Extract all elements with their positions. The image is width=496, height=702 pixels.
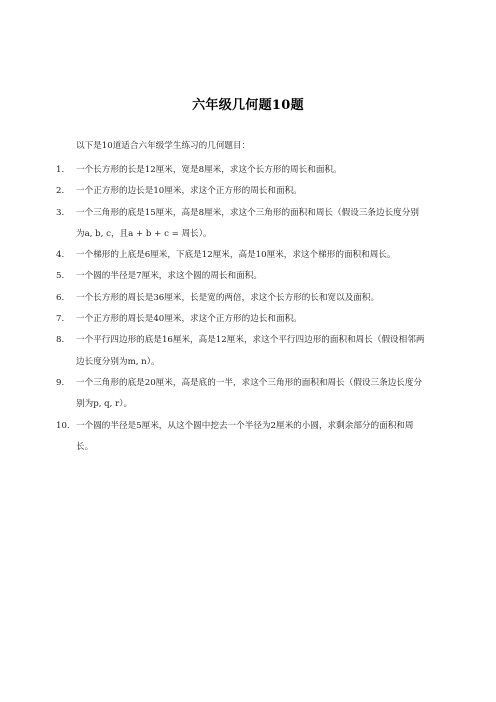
list-item [56,330,426,373]
page-title: 六年级几何题10题 [192,98,304,113]
item-text: 一个正方形的边长是10厘米，求这个正方形的周长和面积。 [76,186,302,197]
item-number: 6. [56,292,65,303]
item-text: 一个三角形的底是20厘米，高是底的一半，求这个三角形的面积和周长（假设三条边长度分别为p, q, r）。 [76,377,423,410]
list-item [56,309,426,330]
item-number: 1. [56,165,65,175]
item-text: 一个三角形的底是15厘米，高是8厘米，求这个三角形的面积和周长（假设三条边长度分别为a, b, c，且a + b + c = 周长）。 [76,207,419,239]
item-number: 7. [56,314,65,325]
list-item [56,288,426,309]
item-text: 一个梯形的上底是6厘米，下底是12厘米，高是10厘米，求这个梯形的面积和周长。 [76,250,396,261]
list-item [56,181,426,202]
list-item [56,416,426,459]
list-item [56,160,426,181]
item-number: 5. [56,271,65,282]
intro-text: 以下是10道适合六年级学生练习的几何题目： [76,141,251,151]
item-text: 一个长方形的周长是36厘米，长是宽的两倍，求这个长方形的长和宽以及面积。 [76,292,380,303]
item-number: 9. [56,377,65,388]
question-list [56,160,426,458]
list-item [56,266,426,287]
list-item [56,203,426,246]
item-text: 一个正方形的周长是40厘米，求这个正方形的边长和面积。 [76,314,302,325]
item-text: 一个圆的半径是7厘米，求这个圆的周长和面积。 [76,271,262,282]
item-number: 4. [56,250,65,261]
item-number: 2. [56,186,65,197]
item-number: 10. [56,420,70,431]
item-text: 一个圆的半径是5厘米，从这个圆中挖去一个半径为2厘米的小圆，求剩余部分的面积和周长。 [76,420,414,452]
item-number: 8. [56,335,65,346]
list-item [56,245,426,266]
item-text: 一个长方形的长是12厘米，宽是8厘米，求这个长方形的周长和面积。 [76,165,342,175]
item-number: 3. [56,207,65,218]
list-item [56,373,426,416]
item-text: 一个平行四边形的底是16厘米，高是12厘米，求这个平行四边形的面积和周长（假设相邻两边长度分别为m, n）。 [76,335,425,367]
